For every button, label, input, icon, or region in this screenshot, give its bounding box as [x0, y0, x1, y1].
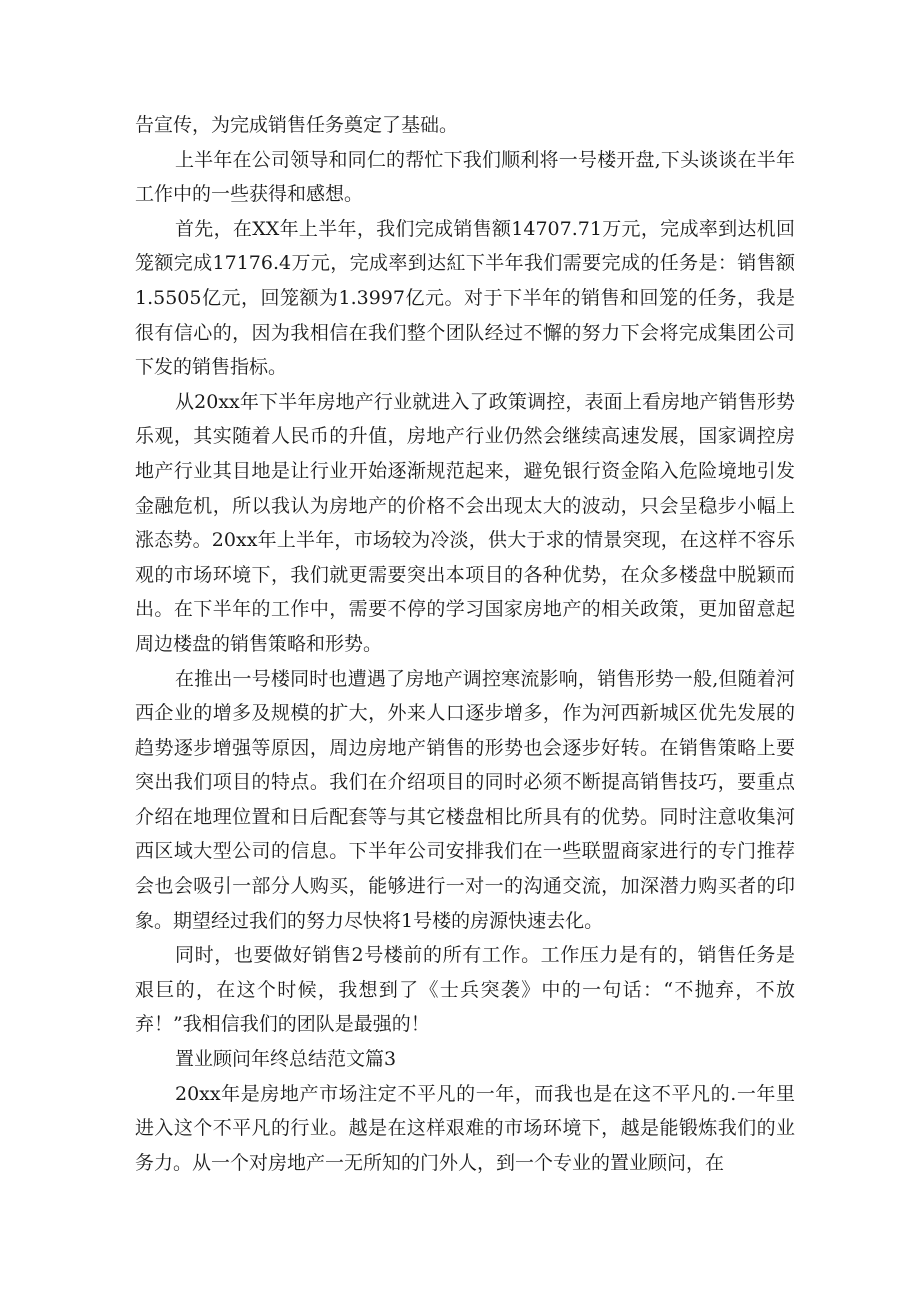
paragraph-intro: 上半年在公司领导和同仁的帮忙下我们顺利将一号楼开盘,下头谈谈在半年工作中的一些获得和感想。 [135, 148, 795, 206]
paragraph-sales-strategy: 在推出一号楼同时也遭遇了房地产调控寒流影响，销售形势一般,但随着河西企业的增多及规模的扩大，外来人口逐步增多，作为河西新城区优先发展的趋势逐步增强等原因，周边房地产销售的形势也会逐步好转。在销售策略上要突出我们项目的特点。我们在介绍项目的同时必须不断提高销售技巧，要重点介绍在地理位置和日后配套等与其它楼盘相比所具有的优势。同时注意收集河西区域大型公司的信息。下半年公司安排我们在一些联盟商家进行的专门推荐会也会吸引一部分人购买，能够进行一对一的沟通交流，加深潜力购买者的印象。期望经过我们的努力尽快将1号楼的房源快速去化。 [135, 667, 795, 932]
paragraph-sales-figures: 首先，在XX年上半年，我们完成销售额14707.71万元，完成率到达机回笼额完成17176.4万元，完成率到达紅下半年我们需要完成的任务是：销售额1.5505亿元，回笼额为1.3997亿元。对于下半年的销售和回笼的任务，我是很有信心的，因为我相信在我们整个团队经过不懈的努力下会将完成集团公司下发的销售指标。 [135, 217, 795, 379]
paragraph-continuation: 告宣传，为完成销售任务奠定了基础。 [135, 114, 459, 136]
paragraph-year-summary: 20xx年是房地产市场注定不平凡的一年，而我也是在这不平凡的.一年里进入这个不平凡的行业。越是在这样艰难的市场环境下，越是能锻炼我们的业务力。从一个对房地产一无所知的门外人，到一个专业的置业顾问，在 [135, 1082, 795, 1174]
document-body [135, 108, 795, 1180]
paragraph-team-confidence: 同时，也要做好销售2号楼前的所有工作。工作压力是有的，销售任务是艰巨的，在这个时候，我想到了《士兵突袭》中的一句话：“不抛弃，不放弃！”我相信我们的团队是最强的！ [135, 944, 795, 1036]
section-heading: 置业顾问年终总结范文篇3 [175, 1048, 397, 1071]
paragraph-market-policy: 从20xx年下半年房地产行业就进入了政策调控，表面上看房地产销售形势乐观，其实随着人民币的升值，房地产行业仍然会继续高速发展，国家调控房地产行业其目地是让行业开始逐渐规范起来，避免银行资金陷入危险境地引发金融危机，所以我认为房地产的价格不会出现太大的波动，只会呈稳步小幅上涨态势。20xx年上半年，市场较为冷淡，供大于求的情景突现，在这样不容乐观的市场环境下，我们就更需要突出本项目的各种优势，在众多楼盘中脱颖而出。在下半年的工作中，需要不停的学习国家房地产的相关政策，更加留意起周边楼盘的销售策略和形势。 [135, 390, 795, 655]
